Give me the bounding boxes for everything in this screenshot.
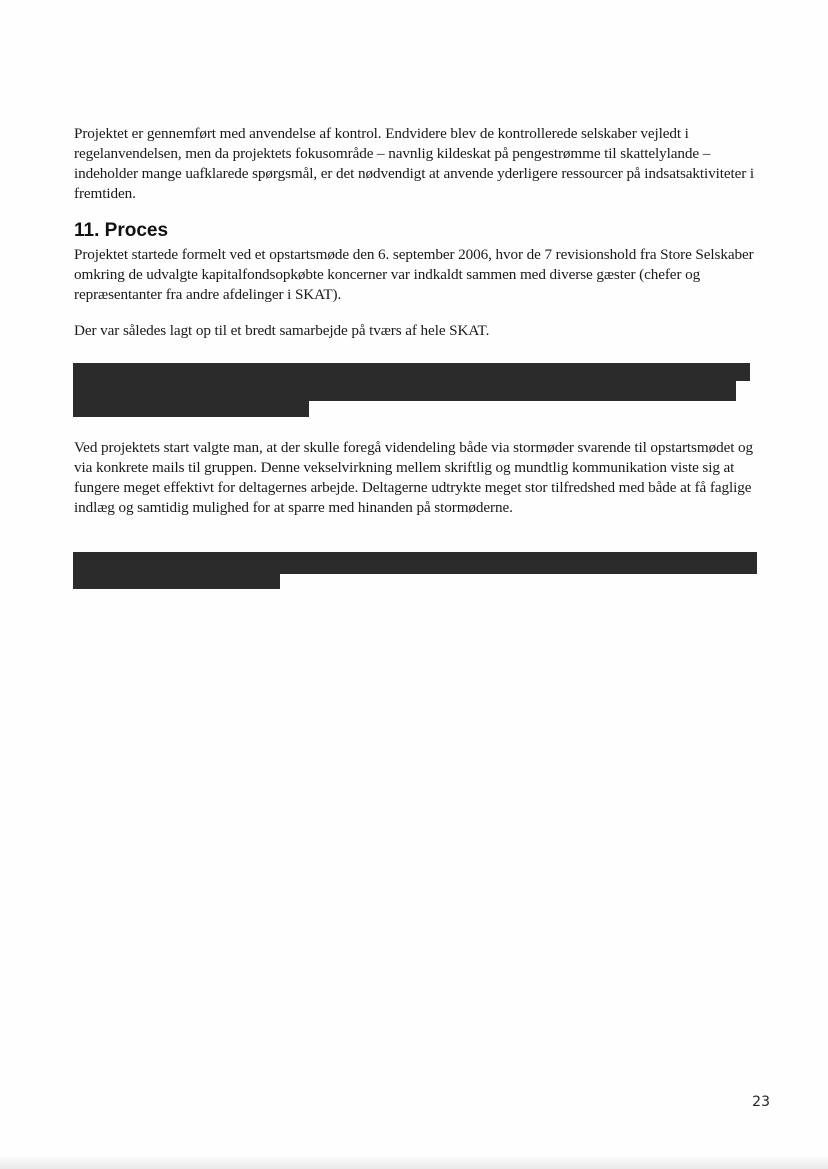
page-number: 23 — [752, 1094, 770, 1110]
scan-edge-shade — [0, 1155, 828, 1169]
paragraph-process-start: Projektet startede formelt ved et opstartsmøde den 6. september 2006, hvor de 7 revisionshold fra Store Selskaber omkring de udvalgte kapitalfondsopkøbte koncerner var indkaldt sammen med diverse gæster (chefer og repræsentanter fra andre afdelinger i SKAT). — [74, 246, 754, 303]
redaction-block — [73, 379, 736, 401]
redaction-block — [73, 399, 309, 417]
paragraph-collaboration: Der var således lagt op til et bredt samarbejde på tværs af hele SKAT. — [74, 322, 490, 339]
paragraph-knowledge-sharing: Ved projektets start valgte man, at der skulle foregå videndeling både via stormøder svarende til opstartsmødet og via konkrete mails til gruppen. Denne vekselvirkning mellem skriftlig og mundtlig kommunikation viste sig at fungere meget effektivt for deltagernes arbejde. Deltagerne udtrykte meget stor tilfredshed med både at få faglige indlæg og samtidig mulighed for at sparre med hinanden på stormøderne. — [74, 439, 754, 516]
section-heading: 11. Proces — [74, 220, 169, 241]
paragraph-control-summary: Projektet er gennemført med anvendelse af kontrol. Endvidere blev de kontrollerede selskaber vejledt i regelanvendelsen, men da projektets fokusområde – navnlig kildeskat på pengestrømme til skattelylande – indeholder mange uafklarede spørgsmål, er det nødvendigt at anvende yderligere ressourcer på indsatsaktiviteter i fremtiden. — [74, 125, 755, 202]
redaction-block — [73, 572, 280, 589]
redaction-block — [73, 552, 757, 574]
